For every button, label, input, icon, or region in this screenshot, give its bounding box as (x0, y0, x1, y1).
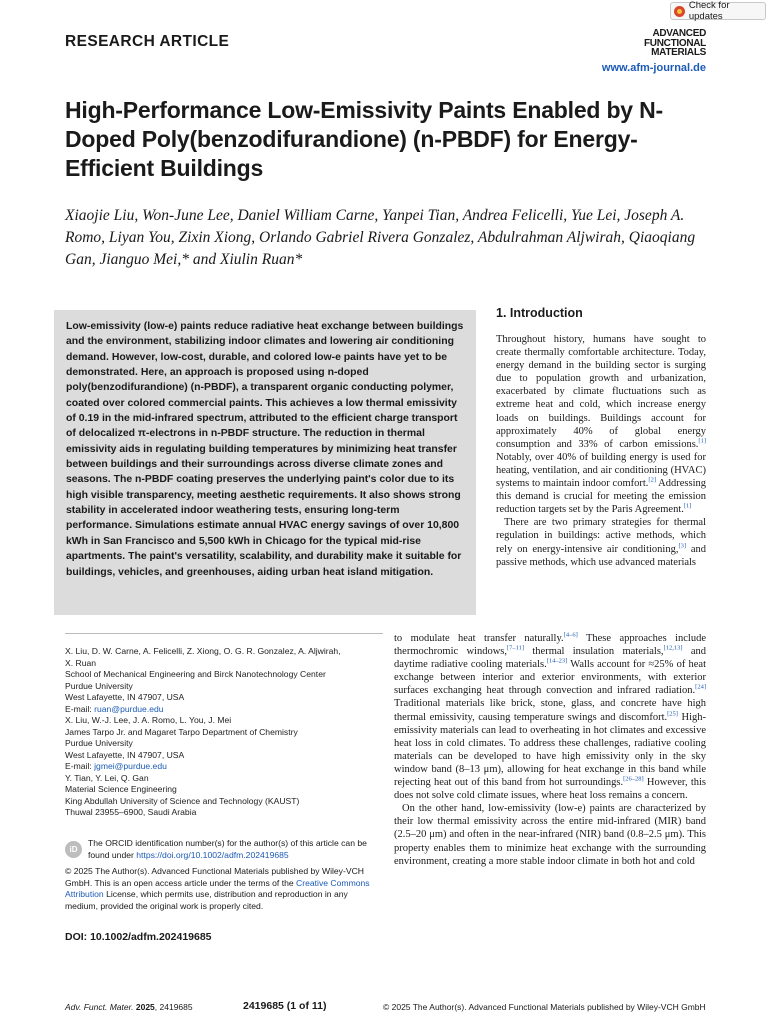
abstract-text: Low-emissivity (low-e) paints reduce radiative heat exchange between buildings and the environment, stabilizing indoor climates and lowering air conditioning demand. However, low-cost, durable, and colored low-e paints have yet to be demonstrated. Here, an approach is proposed using n-doped poly(benzodifurandione) (n-PBDF), a transparent organic conducting polymer, coated over colored commercial paints. This achieves a low thermal emissivity of 0.19 in the mid-infrared spectrum, attributed to the efficient charge transport of delocalized π-electrons in n-PBDF structure. The reduction in thermal emissivity aids in regulating building temperatures by minimizing heat transfer between buildings and their surroundings across diverse climate zones and seasons. The n-PBDF coating preserves the underlying paint's color due to its high visible transparency, meeting aesthetic requirements. It also shows strong stability in accelerated indoor weathering tests, ensuring long-term performance. Simulations estimate annual HVAC energy savings of over 10,800 kWh in San Francisco and 5,500 kWh in Chicago for the typical mid-rise apartments. The paint's versatility, scalability, and durability make it suitable for buildings, vehicles, and greenhouses, aiding urban heat island mitigation. (66, 321, 464, 578)
email-link[interactable]: jgmei@purdue.edu (94, 761, 167, 771)
journal-logo-line: ADVANCED (652, 28, 706, 39)
affiliation-line: West Lafayette, IN 47907, USA (65, 749, 185, 760)
citation-link[interactable]: [7–11] (506, 644, 525, 652)
affiliations (65, 646, 383, 819)
paragraph: Throughout history, humans have sought to create thermally comfortable architecture. Today, energy demand in the building sector is surging due to population growth and urbanization, exacerbated by climate fluctuations such as extreme heat and cold, which increase energy loads on buildings. Buildings account for approximately 40% of global energy consumption and 33% of carbon emissions.[1] Notably, over 40% of building energy is used for heating, ventilation, and air conditioning (HVAC) systems to maintain indoor comfort.[2] Addressing this demand is crucial for meeting the emission reduction targets set by the Paris Agreement.[1] (496, 334, 707, 516)
check-for-updates-button[interactable] (670, 2, 766, 20)
author-list: Xiaojie Liu, Won-June Lee, Daniel William Carne, Yanpei Tian, Andrea Felicelli, Yue Lei, Joseph A. Romo, Liyan You, Zixin Xiong, Orlando Gabriel Rivera Gonzalez, Abdulrahman Aljwirah, Qiaoqiang Gan, Jianguo Mei,* and Xiulin Ruan* (65, 207, 696, 268)
affiliation-line: X. Liu, W.-J. Lee, J. A. Romo, L. You, J. Mei (65, 715, 232, 725)
abstract-box (54, 310, 476, 615)
footer-citation: Adv. Funct. Mater. 2025, 2419685 (65, 1002, 193, 1012)
email-link[interactable]: ruan@purdue.edu (94, 703, 164, 714)
citation-link[interactable]: [1] (683, 502, 692, 510)
citation-link[interactable]: [26–28] (623, 775, 644, 783)
affiliation-line: West Lafayette, IN 47907, USA (65, 692, 185, 702)
check-for-updates-label: Check for updates (688, 0, 730, 22)
section-heading: 1. Introduction (496, 306, 583, 320)
doi[interactable]: DOI: 10.1002/adfm.202419685 (65, 931, 212, 943)
paragraph: There are two primary strategies for thermal regulation in buildings: active methods, which rely on energy-intensive air conditioning,[3] and passive methods, which use advanced materials (496, 517, 706, 568)
orcid-link[interactable]: https://doi.org/10.1002/adfm.202419685 (136, 849, 289, 860)
email-line: E-mail: ruan@purdue.edu (65, 703, 164, 714)
journal-logo-line: MATERIALS (651, 47, 706, 58)
license-note: © 2025 The Author(s). Advanced Functional Materials published by Wiley-VCH GmbH. This is an open access article under the terms of the Creative Commons Attribution License, which permits use, distribution and reproduction in any medium, provided the original work is properly cited. (65, 866, 370, 911)
license-link[interactable]: Creative Commons Attribution (65, 877, 370, 899)
divider (65, 633, 383, 634)
section-tag: RESEARCH ARTICLE (65, 33, 230, 50)
article-title: High-Performance Low-Emissivity Paints Enabled by N-Doped Poly(benzodifurandione) (n-PBDF) for Energy-Efficient Buildings (65, 97, 663, 181)
update-badge-icon (674, 6, 685, 17)
citation-link[interactable]: [25] (667, 710, 678, 718)
journal-logo-line: FUNCTIONAL (644, 37, 706, 49)
citation-link[interactable]: [4–6] (563, 631, 578, 639)
body-column-narrow (496, 333, 706, 569)
page-number: 2419685 (1 of 11) (243, 1000, 327, 1012)
citation-link[interactable]: [12,13] (663, 644, 683, 652)
affiliation-line: James Tarpo Jr. and Magaret Tarpo Department of Chemistry (65, 726, 298, 737)
affiliation-line: Material Science Engineering (65, 784, 177, 794)
citation-link[interactable]: [3] (678, 542, 687, 549)
orcid-icon: iD (65, 841, 82, 858)
paragraph: On the other hand, low-emissivity (low-e) paints are characterized by their low thermal emissivity across the entire mid-infrared (MIR) band (2.5–20 μm) and often in the near-infrared (NIR) band (0.8–2.5 μm). This property enables them to minimize heat exchange with the surrounding environment, creating a more stable indoor climate in both hot and cold (394, 803, 706, 867)
affiliation-line: Purdue University (65, 680, 133, 691)
orcid-note (65, 838, 383, 861)
citation-link[interactable]: [2] (648, 476, 657, 484)
citation-link[interactable]: [24] (695, 683, 706, 691)
affiliation-line: Y. Tian, Y. Lei, Q. Gan (65, 772, 149, 783)
affiliation-line: King Abdullah University of Science and Technology (KAUST) (65, 795, 300, 806)
affiliation-line: Purdue University (65, 738, 133, 748)
email-line: E-mail: jgmei@purdue.edu (65, 761, 167, 771)
body-column-wide (394, 632, 706, 868)
affiliation-line: X. Ruan (65, 657, 97, 668)
footer-copyright: © 2025 The Author(s). Advanced Functional Materials published by Wiley-VCH GmbH (383, 1002, 706, 1012)
affiliation-line: School of Mechanical Engineering and Birck Nanotechnology Center (65, 669, 326, 679)
citation-link[interactable]: [1] (698, 437, 706, 445)
journal-logo (628, 29, 706, 58)
journal-url-link[interactable]: www.afm-journal.de (601, 62, 706, 74)
affiliation-line: Thuwal 23955–6900, Saudi Arabia (65, 807, 197, 817)
paragraph: to modulate heat transfer naturally.[4–6] These approaches include thermochromic windows,[7–11] thermal insulation materials,[12,13] and daytime radiative cooling materials.[14–23] Walls account for ≈25% of heat exchange between interior and exterior environments, with exterior surfaces exchanging heat through convection and infrared radiation.[24] Traditional materials like brick, stone, glass, and concrete have high thermal emissivity, causing temperature swings and discomfort.[25] High-emissivity materials can lead to overheating in hot climates and excessive heat loss in cold climates. To address these challenges, radiative cooling materials can be developed to have high emissivity only in the sky window band (8–13 μm), allowing for heat exchange in this band while rejecting heat out of this band from hot surroundings.[26–28] However, this does not solve cold climate issues, where heat loss remains a concern. (394, 631, 707, 802)
citation-link[interactable]: [14–23] (546, 657, 568, 665)
orcid-text: The ORCID identification number(s) for the author(s) of this article can be found under https://doi.org/10.1002/adfm.202419685 (88, 838, 367, 860)
affiliation-line: X. Liu, D. W. Carne, A. Felicelli, Z. Xiong, O. G. R. Gonzalez, A. Aljwirah, (65, 646, 341, 656)
